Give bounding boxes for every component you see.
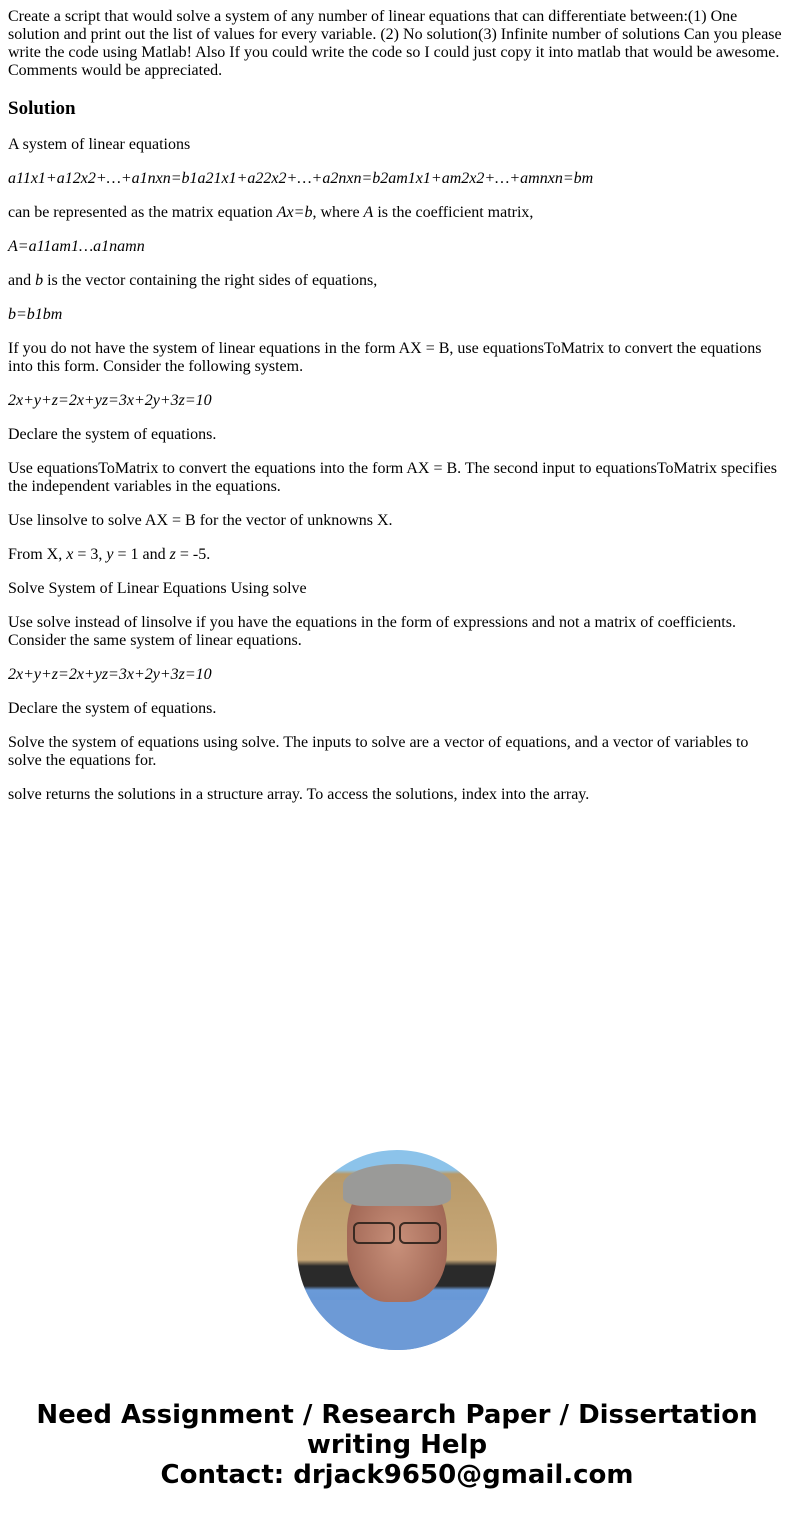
paragraph: Solve System of Linear Equations Using solve xyxy=(8,580,307,597)
paragraph: Declare the system of equations. xyxy=(8,426,217,443)
paragraph: If you do not have the system of linear equations in the form AX = B, use equationsToMatrix to convert the equations into this form. Consider the following system. xyxy=(8,340,762,375)
math: A xyxy=(363,204,374,221)
solution-heading: Solution xyxy=(8,98,76,119)
paragraph: solve returns the solutions in a structure array. To access the solutions, index into the array. xyxy=(8,786,590,803)
text: , where xyxy=(312,204,364,221)
math: Ax=b xyxy=(276,204,313,221)
text: can be represented as the matrix equation xyxy=(8,204,277,221)
footer-line: Need Assignment / Research Paper / Dissertation writing Help xyxy=(36,1400,758,1460)
question-text: Create a script that would solve a system of any number of linear equations that can differentiate between:(1) One solution and print out the list of values for every variable. (2) No solution(3) Infinite number of solutions Can you please write the code using Matlab! Also If you could write the code so I could just copy it into matlab that would be awesome. Comments would be appreciated. xyxy=(8,8,782,79)
paragraph: Use equationsToMatrix to convert the equations into the form AX = B. The second input to equationsToMatrix specifies the independent variables in the equations. xyxy=(8,460,778,495)
text: From X, xyxy=(8,546,67,563)
math: x xyxy=(66,546,74,563)
footer-ad xyxy=(8,1400,786,1490)
text: is the vector containing the right sides of equations, xyxy=(43,272,378,289)
text: = 3, xyxy=(73,546,107,563)
math: b xyxy=(35,272,44,289)
text: = 1 and xyxy=(113,546,170,563)
paragraph: Declare the system of equations. xyxy=(8,700,217,717)
text: = -5. xyxy=(175,546,211,563)
equation-example: 2x+y+z=2x+yz=3x+2y+3z=10 xyxy=(8,392,212,409)
paragraph xyxy=(8,204,786,222)
paragraph: Solve the system of equations using solve. The inputs to solve are a vector of equations, and a vector of variables to solve the equations for. xyxy=(8,734,749,769)
equation-system: a11x1+a12x2+…+a1nxn=b1a21x1+a22x2+…+a2nxn=b2am1x1+am2x2+…+amnxn=bm xyxy=(8,170,594,187)
footer-contact: Contact: drjack9650@gmail.com xyxy=(160,1460,634,1490)
text: and xyxy=(8,272,36,289)
paragraph: Use linsolve to solve AX = B for the vector of unknowns X. xyxy=(8,512,393,529)
paragraph xyxy=(8,272,786,290)
math: y xyxy=(106,546,114,563)
equation-vector-b: b=b1bm xyxy=(8,306,63,323)
text: is the coefficient matrix, xyxy=(373,204,534,221)
author-photo xyxy=(297,1150,497,1350)
math: z xyxy=(169,546,176,563)
paragraph xyxy=(8,546,786,564)
paragraph: A system of linear equations xyxy=(8,136,191,153)
equation-example: 2x+y+z=2x+yz=3x+2y+3z=10 xyxy=(8,666,212,683)
equation-matrix-a: A=a11am1…a1namn xyxy=(8,238,145,255)
paragraph: Use solve instead of linsolve if you have the equations in the form of expressions and not a matrix of coefficients. Consider the same system of linear equations. xyxy=(8,614,736,649)
